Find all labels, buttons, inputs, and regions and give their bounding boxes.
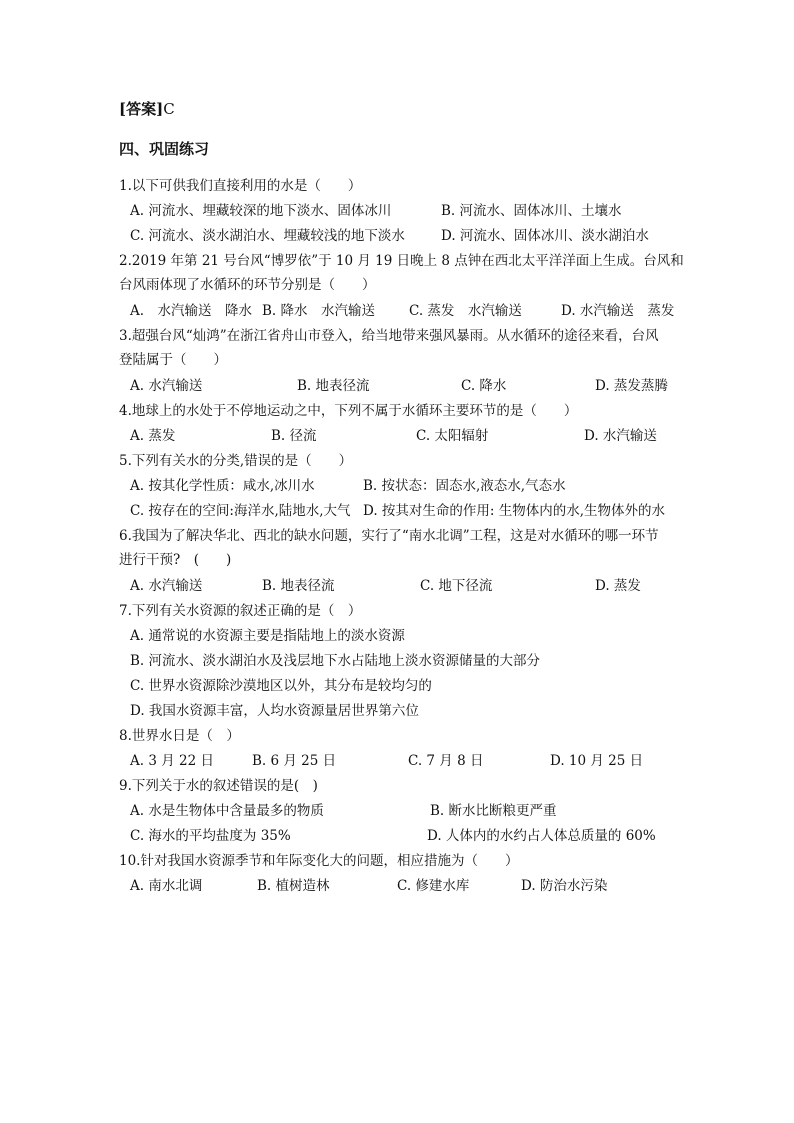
question-4-stem: 4.地球上的水处于不停地运动之中，下列不属于水循环主要环节的是（ ） — [119, 403, 578, 419]
question-3-stem-line1: 3.超强台风“灿鸿”在浙江省舟山市登入，给当地带来强风暴雨。从水循环的途径来看，台风 — [119, 328, 659, 344]
answer-line — [119, 98, 175, 119]
question-2-stem-line1: 2.2019 年第 21 号台风“博罗依”于 10 月 19 日晚上 8 点钟在西北太平洋洋面上生成。台风和 — [119, 253, 684, 269]
question-10-stem: 10.针对我国水资源季节和年际变化大的问题，相应措施为（ ） — [119, 853, 519, 869]
question-8-stem: 8.世界水日是（ ） — [119, 728, 240, 744]
question-6-stem-line2: 进行干预? ( ) — [119, 552, 232, 568]
question-7-stem: 7.下列有关水资源的叙述正确的是（ ） — [119, 603, 362, 619]
question-9-option-a: A. 水是生物体中含量最多的物质 — [130, 803, 324, 819]
question-1-option-d: D. 河流水、固体冰川、淡水湖泊水 — [441, 228, 649, 244]
question-8-option-c: C. 7 月 8 日 — [408, 753, 484, 769]
question-6-option-d: D. 蒸发 — [595, 578, 641, 594]
question-1-option-a: A. 河流水、埋藏较深的地下淡水、固体冰川 — [130, 203, 392, 219]
question-3-option-a: A. 水汽输送 — [130, 378, 203, 394]
question-2-option-a: A. 水汽输送 降水 — [130, 303, 253, 319]
question-4-option-a: A. 蒸发 — [130, 428, 176, 444]
question-5-option-c: C. 按存在的空间:海洋水,陆地水,大气 — [130, 503, 351, 519]
question-6-option-c: C. 地下径流 — [420, 578, 493, 594]
question-3-stem-line2: 登陆属于（ ） — [119, 352, 227, 368]
question-6-option-b: B. 地表径流 — [262, 578, 335, 594]
question-4-option-b: B. 径流 — [271, 428, 317, 444]
question-2-option-b: B. 降水 水汽输送 — [262, 303, 376, 319]
question-5-option-b: B. 按状态：固态水,液态水,气态水 — [363, 478, 566, 494]
question-5-stem: 5.下列有关水的分类,错误的是（ ） — [119, 453, 353, 469]
question-7-option-d: D. 我国水资源丰富，人均水资源量居世界第六位 — [130, 703, 419, 719]
question-5-option-d: D. 按其对生命的作用: 生物体内的水,生物体外的水 — [363, 503, 666, 519]
question-1-stem: 1.以下可供我们直接利用的水是（ ） — [119, 178, 362, 194]
question-6-option-a: A. 水汽输送 — [130, 578, 203, 594]
section-title: 四、巩固练习 — [119, 140, 210, 158]
question-2-option-d: D. 水汽输送 蒸发 — [561, 303, 675, 319]
question-9-option-b: B. 断水比断粮更严重 — [430, 803, 557, 819]
question-10-option-c: C. 修建水库 — [397, 878, 470, 894]
question-7-option-a: A. 通常说的水资源主要是指陆地上的淡水资源 — [130, 628, 405, 644]
answer-label: [答案] — [119, 100, 164, 118]
question-2-stem-line2: 台风雨体现了水循环的环节分别是（ ） — [119, 277, 376, 293]
question-5-option-a: A. 按其化学性质：咸水,冰川水 — [130, 478, 315, 494]
question-9-option-c: C. 海水的平均盐度为 35% — [130, 828, 291, 844]
question-7-option-c: C. 世界水资源除沙漠地区以外，其分布是较均匀的 — [130, 678, 432, 694]
question-7-option-b: B. 河流水、淡水湖泊水及浅层地下水占陆地上淡水资源储量的大部分 — [130, 653, 541, 669]
question-1-option-c: C. 河流水、淡水湖泊水、埋藏较浅的地下淡水 — [130, 228, 405, 244]
question-8-option-d: D. 10 月 25 日 — [550, 753, 644, 769]
question-10-option-a: A. 南水北调 — [130, 878, 203, 894]
question-4-option-d: D. 水汽输送 — [584, 428, 657, 444]
question-4-option-c: C. 太阳辐射 — [416, 428, 489, 444]
answer-value: C — [163, 100, 175, 118]
question-10-option-d: D. 防治水污染 — [521, 878, 608, 894]
question-6-stem-line1: 6.我国为了解决华北、西北的缺水问题，实行了“南水北调”工程，这是对水循环的哪一环节 — [119, 528, 659, 544]
question-9-stem: 9.下列关于水的叙述错误的是( ) — [119, 778, 318, 794]
question-9-option-d: D. 人体内的水约占人体总质量的 60% — [427, 828, 656, 844]
question-3-option-c: C. 降水 — [461, 378, 507, 394]
question-3-option-b: B. 地表径流 — [297, 378, 370, 394]
question-10-option-b: B. 植树造林 — [257, 878, 330, 894]
question-8-option-a: A. 3 月 22 日 — [130, 753, 214, 769]
question-8-option-b: B. 6 月 25 日 — [252, 753, 337, 769]
question-2-option-c: C. 蒸发 水汽输送 — [409, 303, 522, 319]
question-3-option-d: D. 蒸发蒸腾 — [595, 378, 668, 394]
question-1-option-b: B. 河流水、固体冰川、土壤水 — [441, 203, 622, 219]
